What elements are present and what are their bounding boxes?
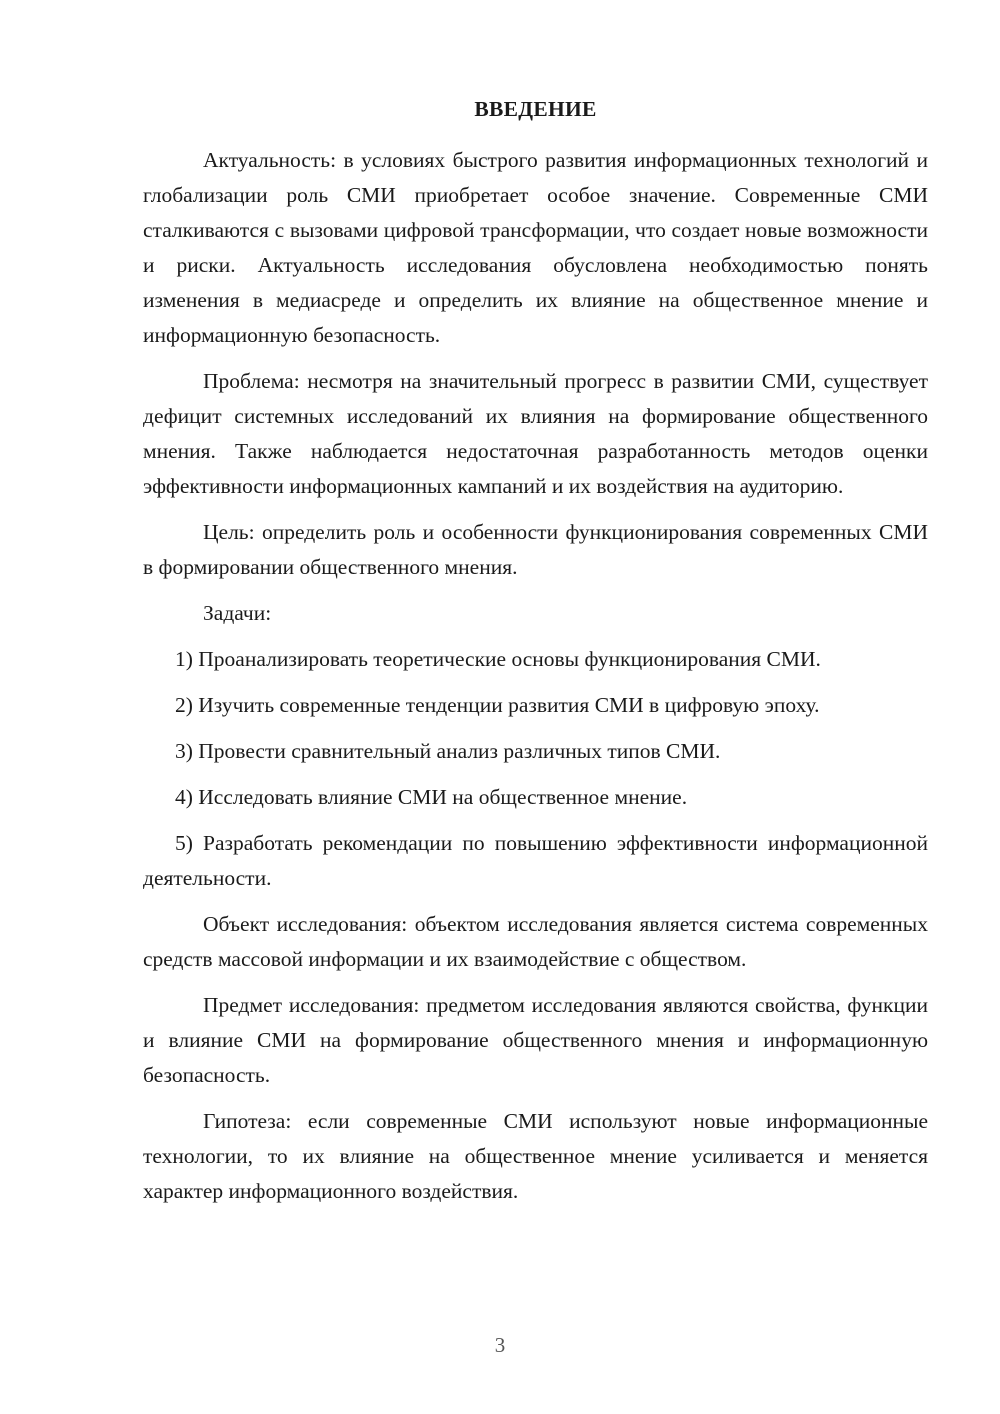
paragraph-goal: Цель: определить роль и особенности функционирования современных СМИ в формировании общественного мнения. bbox=[143, 520, 928, 579]
page-title: ВВЕДЕНИЕ bbox=[474, 97, 597, 121]
paragraph-problem: Проблема: несмотря на значительный прогресс в развитии СМИ, существует дефицит системных исследований их влияния на формирование общественного мнения. Также наблюдается недостаточная разработанность методов оценки эффективности информационных кампаний и их воздействия на аудиторию. bbox=[143, 369, 928, 498]
task-item-3: 3) Провести сравнительный анализ различных типов СМИ. bbox=[175, 739, 721, 763]
paragraph-hypothesis: Гипотеза: если современные СМИ используют новые информационные технологии, то их влияние на общественное мнение усиливается и меняется характер информационного воздействия. bbox=[143, 1109, 928, 1203]
task-item-1: 1) Проанализировать теоретические основы функционирования СМИ. bbox=[175, 647, 821, 671]
page-content bbox=[143, 92, 928, 1220]
paragraph-object: Объект исследования: объектом исследования является система современных средств массовой информации и их взаимодействие с обществом. bbox=[143, 912, 928, 971]
task-item-2: 2) Изучить современные тенденции развития СМИ в цифровую эпоху. bbox=[175, 693, 820, 717]
paragraph-relevance: Актуальность: в условиях быстрого развития информационных технологий и глобализации роль СМИ приобретает особое значение. Современные СМИ сталкиваются с вызовами цифровой трансформации, что создает новые возможности и риски. Актуальность исследования обусловлена необходимостью понять изменения в медиасреде и определить их влияние на общественное мнение и информационную безопасность. bbox=[143, 148, 928, 347]
task-item-5: 5) Разработать рекомендации по повышению эффективности информационной деятельности. bbox=[143, 831, 928, 890]
task-item-4: 4) Исследовать влияние СМИ на общественное мнение. bbox=[175, 785, 688, 809]
page-number: 3 bbox=[494, 1333, 506, 1357]
paragraph-subject: Предмет исследования: предметом исследования являются свойства, функции и влияние СМИ на формирование общественного мнения и информационную безопасность. bbox=[143, 993, 928, 1087]
paragraph-tasks-heading: Задачи: bbox=[203, 601, 272, 625]
